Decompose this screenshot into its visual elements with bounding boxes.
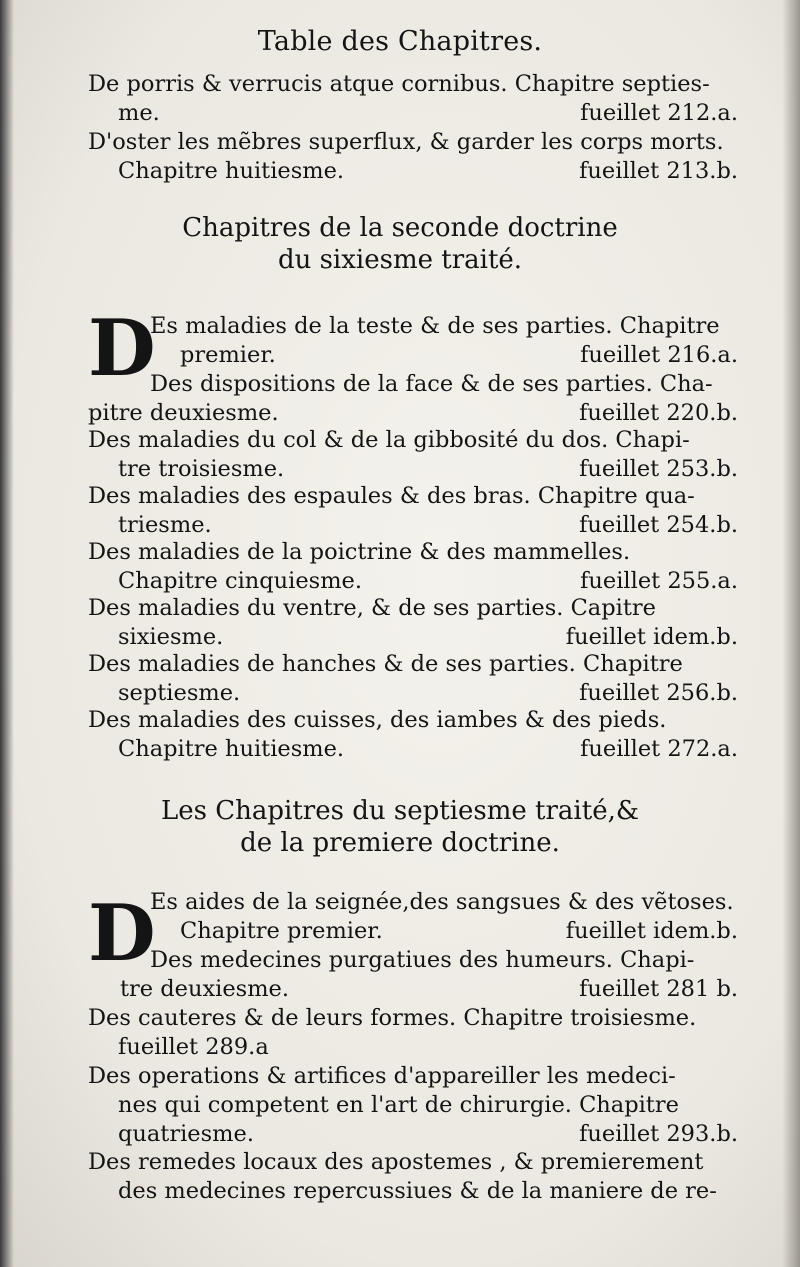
entry-line1: Des remedes locaux des apostemes , & premierement bbox=[88, 1149, 704, 1175]
entry-line2: nes qui competent en l'art de chirurgie. Chapitre bbox=[118, 1092, 679, 1118]
entry-line1: Des maladies des cuisses, des iambes & des pieds. bbox=[88, 707, 667, 733]
toc-entry bbox=[150, 888, 738, 946]
entry-line1: Es maladies de la teste & de ses parties. Chapitre bbox=[150, 313, 720, 339]
page-shadow-left bbox=[0, 0, 14, 1267]
toc-entry bbox=[88, 128, 738, 186]
entry-line2: Chapitre huitiesme. fueillet 213.b. bbox=[118, 158, 738, 184]
entry-line2: me. fueillet 212.a. bbox=[118, 100, 738, 126]
entry-line1: Des medecines purgatiues des humeurs. Chapi- bbox=[150, 947, 695, 973]
folio: fueillet 216.a. bbox=[580, 342, 738, 368]
entry-line2: tre troisiesme. fueillet 253.b. bbox=[118, 456, 738, 482]
entry-line1: Des maladies de la poictrine & des mammelles. bbox=[88, 539, 631, 565]
entry-line1: Des operations & artifices d'appareiller les medeci- bbox=[88, 1063, 676, 1089]
page-edge-right bbox=[782, 0, 800, 1267]
toc-entry bbox=[150, 312, 738, 370]
folio: fueillet 281 b. bbox=[579, 976, 738, 1002]
folio: fueillet idem.b. bbox=[565, 918, 738, 944]
entry-line2: pitre deuxiesme. fueillet 220.b. bbox=[88, 400, 738, 426]
drop-capital: D bbox=[88, 303, 156, 394]
section-title bbox=[0, 795, 800, 859]
drop-capital: D bbox=[88, 888, 156, 979]
toc-entry bbox=[88, 538, 738, 596]
toc-entry bbox=[88, 426, 738, 484]
section-title-line2: de la premiere doctrine. bbox=[240, 828, 560, 858]
folio: fueillet 256.b. bbox=[579, 680, 738, 706]
toc-entry bbox=[88, 706, 738, 764]
folio: fueillet 254.b. bbox=[579, 512, 738, 538]
entry-line1: Des maladies des espaules & des bras. Chapitre qua- bbox=[88, 483, 695, 509]
entry-line1: D'oster les mẽbres superflux, & garder les corps morts. bbox=[88, 129, 724, 155]
section-title bbox=[0, 212, 800, 276]
running-head: Table des Chapitres. bbox=[257, 26, 543, 57]
entry-line2: tre deuxiesme. fueillet 281 b. bbox=[120, 976, 738, 1002]
section-title-line1: Les Chapitres du septiesme traité,& bbox=[161, 796, 639, 826]
toc-entry bbox=[88, 594, 738, 652]
folio: fueillet idem.b. bbox=[565, 624, 738, 650]
toc-entry bbox=[120, 946, 738, 1004]
entry-line2: fueillet 289.a bbox=[118, 1034, 269, 1060]
folio: fueillet 293.b. bbox=[579, 1121, 738, 1147]
entry-line2: Chapitre premier. fueillet idem.b. bbox=[180, 918, 738, 944]
toc-entry bbox=[88, 1148, 738, 1206]
entry-line1: Es aides de la seignée,des sangsues & des vẽtoses. bbox=[150, 889, 734, 915]
folio: fueillet 272.a. bbox=[580, 736, 738, 762]
entry-line1: Des maladies de hanches & de ses parties. Chapitre bbox=[88, 651, 683, 677]
section-title-line2: du sixiesme traité. bbox=[277, 245, 523, 275]
toc-entry bbox=[88, 482, 738, 540]
entry-line3: quatriesme. fueillet 293.b. bbox=[118, 1121, 738, 1147]
entry-line2: des medecines repercussiues & de la maniere de re- bbox=[118, 1178, 717, 1204]
folio: fueillet 220.b. bbox=[579, 400, 738, 426]
toc-entry bbox=[88, 1004, 738, 1062]
entry-line1: Des dispositions de la face & de ses parties. Cha- bbox=[150, 371, 713, 397]
entry-line1: Des cauteres & de leurs formes. Chapitre troisiesme. bbox=[88, 1005, 697, 1031]
toc-entry bbox=[88, 70, 738, 128]
folio: fueillet 255.a. bbox=[580, 568, 738, 594]
toc-entry bbox=[88, 1062, 738, 1149]
folio: fueillet 212.a. bbox=[580, 100, 738, 126]
entry-line2: Chapitre cinquiesme. fueillet 255.a. bbox=[118, 568, 738, 594]
section-title-line1: Chapitres de la seconde doctrine bbox=[182, 213, 618, 243]
toc-entry bbox=[88, 650, 738, 708]
toc-entry bbox=[88, 370, 738, 428]
folio: fueillet 253.b. bbox=[579, 456, 738, 482]
folio: fueillet 213.b. bbox=[579, 158, 738, 184]
entry-line2: triesme. fueillet 254.b. bbox=[118, 512, 738, 538]
entry-line2: Chapitre huitiesme. fueillet 272.a. bbox=[118, 736, 738, 762]
entry-line1: De porris & verrucis atque cornibus. Chapitre septies- bbox=[88, 71, 710, 97]
entry-line2: sixiesme. fueillet idem.b. bbox=[118, 624, 738, 650]
entry-line1: Des maladies du ventre, & de ses parties. Capitre bbox=[88, 595, 656, 621]
entry-line2: premier. fueillet 216.a. bbox=[180, 342, 738, 368]
entry-line1: Des maladies du col & de la gibbosité du dos. Chapi- bbox=[88, 427, 690, 453]
entry-line2: septiesme. fueillet 256.b. bbox=[118, 680, 738, 706]
